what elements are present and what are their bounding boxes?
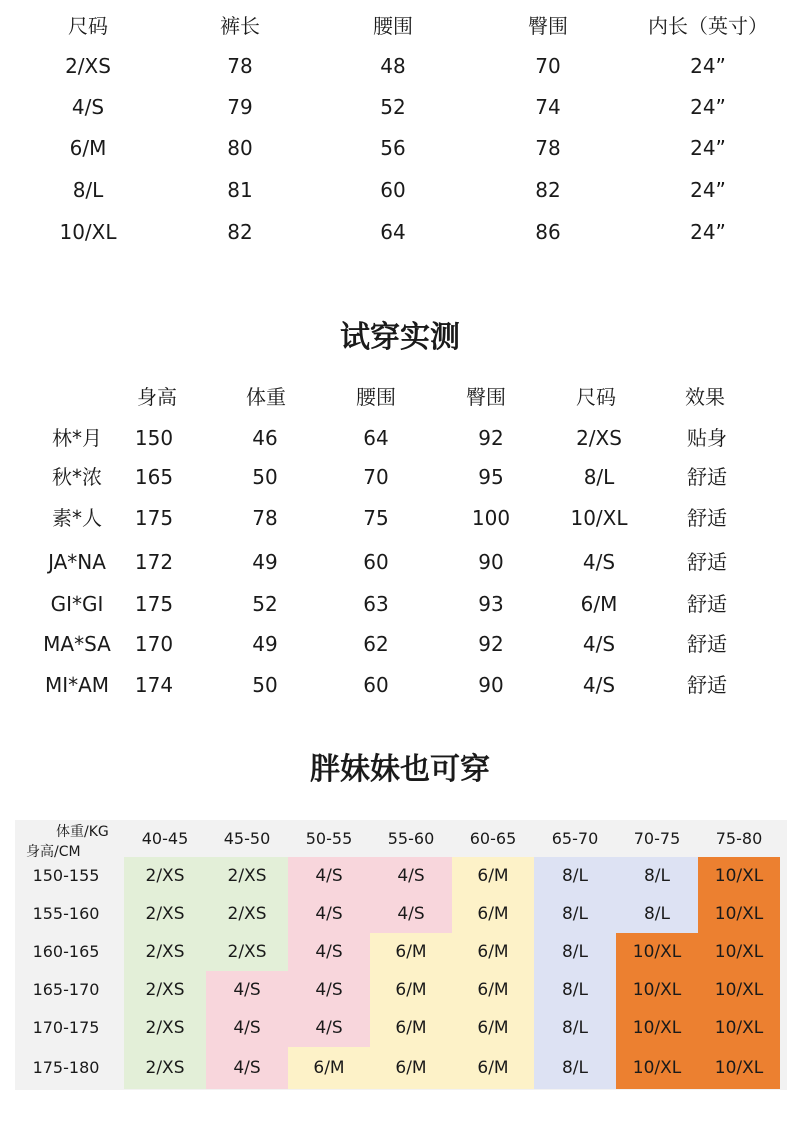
size-grid-cell: 10/XL (698, 1047, 780, 1089)
tryon-cell: 60 (363, 550, 389, 574)
weight-range-header: 50-55 (305, 829, 353, 848)
tryon-cell: 4/S (582, 550, 616, 574)
size-table-cell: 52 (380, 95, 406, 119)
tryon-name: 素*人 (52, 506, 102, 530)
tryon-cell: 95 (478, 465, 504, 489)
tryon-cell: 175 (134, 506, 174, 530)
size-grid-cell: 6/M (288, 1047, 370, 1089)
size-grid-cell: 2/XS (124, 1047, 206, 1089)
tryon-cell: 93 (478, 592, 504, 616)
tryon-cell: 92 (478, 426, 504, 450)
size-table-cell: 8/L (72, 178, 104, 202)
size-grid-cell: 10/XL (698, 895, 780, 933)
size-grid-cell: 8/L (616, 895, 698, 933)
size-grid-cell: 4/S (370, 857, 452, 895)
tryon-cell: 170 (134, 632, 174, 656)
weight-range-header: 45-50 (223, 829, 271, 848)
tryon-cell: 10/XL (570, 506, 628, 530)
size-grid-cell: 8/L (534, 971, 616, 1009)
size-grid-cell: 2/XS (124, 971, 206, 1009)
size-table-cell: 86 (535, 220, 561, 244)
size-grid-cell: 6/M (452, 933, 534, 971)
size-grid-cell: 8/L (534, 857, 616, 895)
size-grid-cell: 6/M (370, 933, 452, 971)
size-grid-cell: 4/S (288, 857, 370, 895)
tryon-cell: 60 (363, 673, 389, 697)
size-grid-cell: 6/M (452, 1047, 534, 1089)
tryon-cell: 50 (252, 465, 278, 489)
tryon-cell: 63 (363, 592, 389, 616)
size-grid-cell: 2/XS (124, 857, 206, 895)
size-table-cell: 82 (535, 178, 561, 202)
tryon-cell: 2/XS (576, 426, 622, 450)
size-grid-cell: 4/S (206, 971, 288, 1009)
size-table-cell: 24” (690, 95, 726, 119)
corner-height-label: 身高/CM (26, 844, 81, 860)
tryon-cell: 52 (252, 592, 278, 616)
tryon-cell: 90 (478, 673, 504, 697)
tryon-header: 臀围 (466, 385, 506, 409)
size-table-cell: 81 (227, 178, 253, 202)
tryon-cell: 舒适 (687, 506, 727, 530)
weight-range-header: 55-60 (387, 829, 435, 848)
size-grid-cell: 8/L (534, 933, 616, 971)
height-range-label: 175-180 (32, 1058, 100, 1077)
tryon-name: JA*NA (48, 550, 106, 574)
size-grid-cell: 2/XS (206, 857, 288, 895)
size-table-cell: 74 (535, 95, 561, 119)
size-grid-cell: 4/S (206, 1009, 288, 1047)
height-range-label: 165-170 (32, 980, 100, 999)
tryon-cell: 78 (252, 506, 278, 530)
weight-range-header: 70-75 (633, 829, 681, 848)
height-range-label: 170-175 (32, 1018, 100, 1037)
tryon-cell: 70 (363, 465, 389, 489)
size-table-cell: 4/S (71, 95, 105, 119)
size-table-cell: 56 (380, 136, 406, 160)
tryon-cell: 100 (471, 506, 511, 530)
size-grid-cell: 10/XL (616, 1009, 698, 1047)
tryon-header: 身高 (137, 385, 177, 409)
tryon-name: MI*AM (44, 673, 110, 697)
tryon-header: 效果 (685, 385, 725, 409)
size-table-cell: 60 (380, 178, 406, 202)
tryon-cell: 174 (134, 673, 174, 697)
size-grid-cell: 6/M (452, 1009, 534, 1047)
size-grid-cell: 10/XL (616, 933, 698, 971)
size-table-cell: 48 (380, 54, 406, 78)
tryon-cell: 49 (252, 550, 278, 574)
size-table-cell: 24” (690, 136, 726, 160)
size-table-cell: 82 (227, 220, 253, 244)
tryon-cell: 92 (478, 632, 504, 656)
size-grid-cell: 4/S (288, 895, 370, 933)
size-grid-cell: 2/XS (206, 933, 288, 971)
size-grid-cell: 2/XS (124, 1009, 206, 1047)
tryon-cell: 4/S (582, 632, 616, 656)
weight-range-header: 75-80 (715, 829, 763, 848)
tryon-cell: 172 (134, 550, 174, 574)
tryon-cell: 90 (478, 550, 504, 574)
tryon-cell: 贴身 (687, 426, 727, 450)
size-grid-cell: 8/L (534, 1047, 616, 1089)
tryon-cell: 舒适 (687, 592, 727, 616)
tryon-cell: 165 (134, 465, 174, 489)
size-grid-cell: 10/XL (698, 1009, 780, 1047)
size-grid-cell: 10/XL (616, 971, 698, 1009)
size-grid-cell: 6/M (370, 971, 452, 1009)
tryon-cell: 8/L (583, 465, 615, 489)
size-table-cell: 2/XS (65, 54, 111, 78)
tryon-cell: 62 (363, 632, 389, 656)
size-grid-cell: 8/L (534, 1009, 616, 1047)
size-table-header: 腰围 (373, 14, 413, 38)
size-table-cell: 80 (227, 136, 253, 160)
size-grid-cell: 2/XS (206, 895, 288, 933)
size-grid-cell: 4/S (288, 1009, 370, 1047)
size-grid-cell: 6/M (452, 971, 534, 1009)
size-grid-cell: 4/S (206, 1047, 288, 1089)
tryon-name: GI*GI (50, 592, 104, 616)
size-grid-cell: 6/M (370, 1047, 452, 1089)
tryon-header: 体重 (246, 385, 286, 409)
tryon-name: MA*SA (43, 632, 111, 656)
tryon-cell: 50 (252, 673, 278, 697)
size-grid-cell: 4/S (288, 933, 370, 971)
size-table-cell: 10/XL (59, 220, 117, 244)
tryon-cell: 175 (134, 592, 174, 616)
tryon-cell: 75 (363, 506, 389, 530)
tryon-name: 林*月 (52, 426, 102, 450)
size-table-cell: 78 (227, 54, 253, 78)
height-range-label: 155-160 (32, 904, 100, 923)
tryon-title: 试穿实测 (340, 320, 460, 355)
size-grid-cell: 6/M (370, 1009, 452, 1047)
tryon-cell: 舒适 (687, 673, 727, 697)
weight-range-header: 60-65 (469, 829, 517, 848)
size-grid-cell: 4/S (288, 971, 370, 1009)
tryon-cell: 舒适 (687, 550, 727, 574)
size-table-cell: 78 (535, 136, 561, 160)
plus-title: 胖妹妹也可穿 (310, 752, 490, 787)
size-table-cell: 70 (535, 54, 561, 78)
size-grid-cell: 10/XL (698, 971, 780, 1009)
corner-weight-label: 体重/KG (56, 824, 109, 840)
size-table-header: 尺码 (68, 14, 108, 38)
size-grid-cell: 6/M (452, 857, 534, 895)
tryon-cell: 150 (134, 426, 174, 450)
size-grid-cell: 8/L (534, 895, 616, 933)
size-table-cell: 64 (380, 220, 406, 244)
size-table-header: 裤长 (220, 14, 260, 38)
size-table-cell: 79 (227, 95, 253, 119)
size-table-cell: 24” (690, 178, 726, 202)
size-grid-cell: 10/XL (616, 1047, 698, 1089)
size-grid-cell: 8/L (616, 857, 698, 895)
size-grid-cell: 10/XL (698, 857, 780, 895)
size-grid-cell: 6/M (452, 895, 534, 933)
tryon-cell: 舒适 (687, 632, 727, 656)
tryon-cell: 6/M (580, 592, 618, 616)
weight-range-header: 65-70 (551, 829, 599, 848)
size-table-cell: 6/M (69, 136, 107, 160)
tryon-cell: 舒适 (687, 465, 727, 489)
tryon-cell: 4/S (582, 673, 616, 697)
weight-range-header: 40-45 (141, 829, 189, 848)
tryon-name: 秋*浓 (52, 465, 102, 489)
tryon-header: 尺码 (576, 385, 616, 409)
size-grid-cell: 2/XS (124, 895, 206, 933)
tryon-cell: 46 (252, 426, 278, 450)
size-grid-cell: 2/XS (124, 933, 206, 971)
size-grid-cell: 10/XL (698, 933, 780, 971)
height-range-label: 160-165 (32, 942, 100, 961)
size-table-header: 内长（英寸） (648, 14, 768, 38)
size-grid-cell: 4/S (370, 895, 452, 933)
tryon-cell: 64 (363, 426, 389, 450)
tryon-header: 腰围 (356, 385, 396, 409)
tryon-cell: 49 (252, 632, 278, 656)
size-table-cell: 24” (690, 220, 726, 244)
height-range-label: 150-155 (32, 866, 100, 885)
size-table-cell: 24” (690, 54, 726, 78)
size-table-header: 臀围 (528, 14, 568, 38)
